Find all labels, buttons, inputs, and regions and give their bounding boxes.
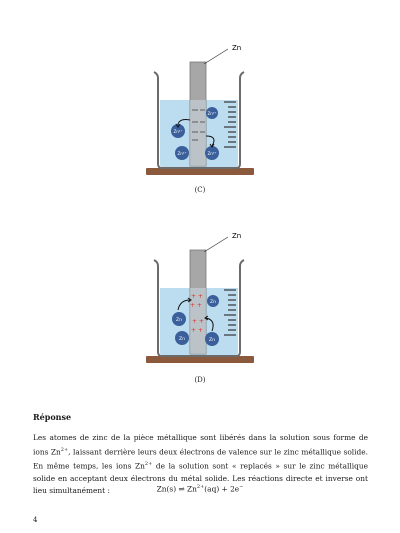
caption-c: (C) [194,186,206,194]
svg-text:Zn: Zn [179,337,185,342]
svg-text:+ +: + + [192,318,204,325]
table-surface [146,356,254,363]
reaction-equation: Zn(s) ⇌ $Zn^{2+}(aq) + 2e^-$ [156,484,244,494]
svg-text:Zn²⁺: Zn²⁺ [207,111,217,116]
answer-heading: Réponse [33,412,72,422]
svg-text:Zn: Zn [210,300,216,305]
ion [205,332,219,346]
zn-label: Zn [232,232,242,240]
page-number: 4 [33,516,38,524]
ion [175,146,189,160]
answer-paragraph: Les atomes de zinc de la pièce métallique sont libérés dans la solution sous forme de ions $Zn^{2+}$, laissant derrière leurs deux électrons de valence sur le zinc métallique solide. En même temps, les ions $Zn^{2+}$ de la solution sont « replacés » sur le zinc métallique solide en acceptant deux électrons du métal solide. Les réactions directe et inverse ont lieu simultanément : [33,433,368,495]
beaker-diagram [120,40,280,180]
ion [175,331,189,345]
svg-text:Zn: Zn [209,338,215,343]
ion [172,312,186,326]
ion [206,107,218,119]
figure-c [120,40,280,180]
svg-text:Zn²⁺: Zn²⁺ [207,151,217,156]
caption-d: (D) [194,376,206,384]
svg-text:+ +: + + [191,293,203,300]
svg-text:Zn²⁺: Zn²⁺ [173,129,183,134]
svg-text:+ +: + + [191,327,203,334]
figure-d [120,228,280,368]
svg-text:Zn: Zn [176,318,182,323]
zn-label: Zn [232,44,242,52]
svg-text:+ +: + + [190,302,202,309]
ion [205,146,219,160]
table-surface [146,168,254,175]
svg-text:Zn²⁺: Zn²⁺ [177,151,187,156]
ion [207,295,219,307]
beaker-diagram [120,228,280,368]
